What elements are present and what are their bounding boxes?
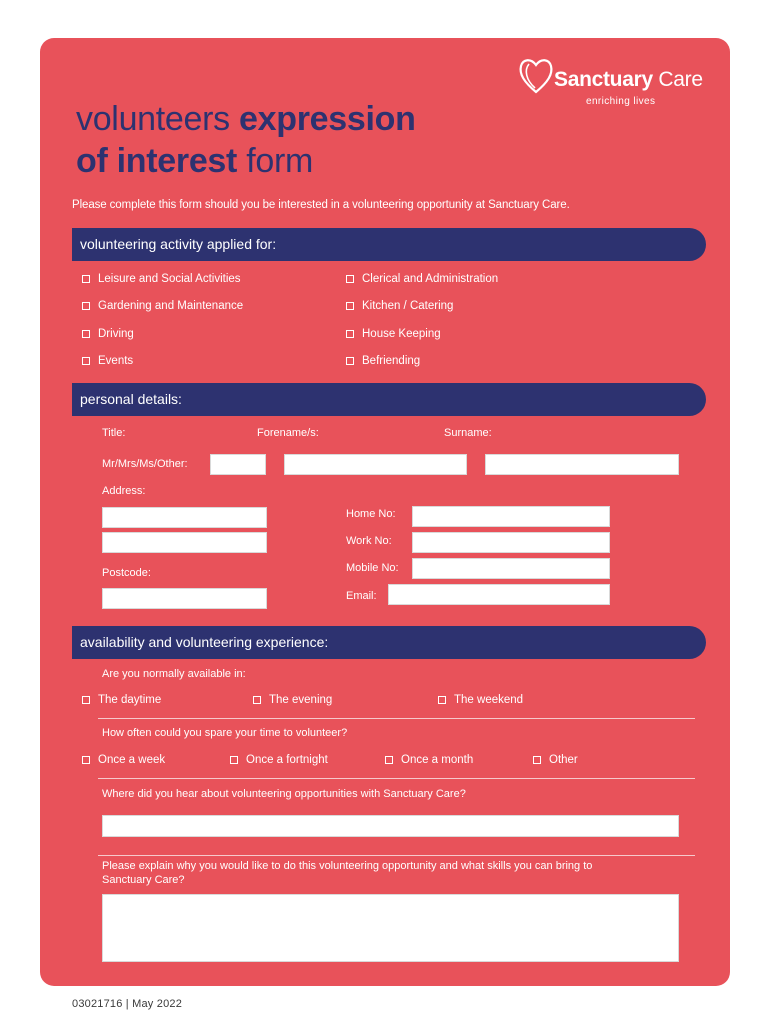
activity-option-housekeeping[interactable]: House Keeping (346, 328, 441, 340)
source-input[interactable] (102, 815, 679, 837)
mobile-no-input[interactable] (412, 558, 610, 579)
frequency-option-fortnight[interactable]: Once a fortnight (230, 754, 328, 766)
mobile-no-label: Mobile No: (346, 562, 399, 574)
reason-question-line-1: Please explain why you would like to do this volunteering opportunity and what skills you can bring to (102, 860, 593, 872)
reason-question-line-2: Sanctuary Care? (102, 874, 185, 886)
checkbox[interactable] (346, 357, 354, 365)
activity-section-heading: volunteering activity applied for: (72, 228, 706, 261)
checkbox[interactable] (346, 330, 354, 338)
activity-option-driving[interactable]: Driving (82, 328, 134, 340)
availability-option-evening[interactable]: The evening (253, 694, 332, 706)
work-no-input[interactable] (412, 532, 610, 553)
availability-option-weekend[interactable]: The weekend (438, 694, 523, 706)
email-input[interactable] (388, 584, 610, 605)
forename-label: Forename/s: (257, 427, 319, 439)
address-line-2-input[interactable] (102, 532, 267, 553)
sanctuary-care-logo (518, 56, 718, 112)
frequency-question: How often could you spare your time to volunteer? (102, 727, 348, 739)
checkbox[interactable] (82, 696, 90, 704)
checkbox[interactable] (385, 756, 393, 764)
divider (98, 778, 695, 779)
home-no-input[interactable] (412, 506, 610, 527)
activity-option-kitchen[interactable]: Kitchen / Catering (346, 300, 453, 312)
forename-input[interactable] (284, 454, 467, 475)
divider (98, 718, 695, 719)
address-line-1-input[interactable] (102, 507, 267, 528)
brand-tagline: enriching lives (586, 96, 656, 107)
availability-section-heading: availability and volunteering experience: (72, 626, 706, 659)
checkbox[interactable] (346, 275, 354, 283)
activity-option-befriending[interactable]: Befriending (346, 355, 420, 367)
checkbox[interactable] (82, 756, 90, 764)
frequency-option-week[interactable]: Once a week (82, 754, 165, 766)
personal-section-heading: personal details: (72, 383, 706, 416)
checkbox[interactable] (346, 302, 354, 310)
availability-option-daytime[interactable]: The daytime (82, 694, 161, 706)
address-label: Address: (102, 485, 146, 497)
honorific-label: Mr/Mrs/Ms/Other: (102, 458, 188, 470)
checkbox[interactable] (82, 357, 90, 365)
postcode-input[interactable] (102, 588, 267, 609)
footer-reference: 03021716 | May 2022 (72, 998, 183, 1010)
checkbox[interactable] (253, 696, 261, 704)
frequency-option-month[interactable]: Once a month (385, 754, 473, 766)
checkbox[interactable] (438, 696, 446, 704)
source-question: Where did you hear about volunteering opportunities with Sanctuary Care? (102, 788, 466, 800)
title-input[interactable] (210, 454, 266, 475)
reason-textarea[interactable] (102, 894, 679, 962)
postcode-label: Postcode: (102, 567, 151, 579)
frequency-option-other[interactable]: Other (533, 754, 578, 766)
heart-logo-icon (518, 56, 554, 96)
checkbox[interactable] (533, 756, 541, 764)
email-label: Email: (346, 590, 377, 602)
availability-question: Are you normally available in: (102, 668, 246, 680)
activity-option-leisure[interactable]: Leisure and Social Activities (82, 273, 241, 285)
activity-option-events[interactable]: Events (82, 355, 133, 367)
work-no-label: Work No: (346, 535, 392, 547)
checkbox[interactable] (230, 756, 238, 764)
checkbox[interactable] (82, 275, 90, 283)
title-label: Title: (102, 427, 126, 439)
activity-option-gardening[interactable]: Gardening and Maintenance (82, 300, 243, 312)
checkbox[interactable] (82, 302, 90, 310)
page-title: volunteers expression of interest form (76, 100, 416, 180)
surname-input[interactable] (485, 454, 679, 475)
activity-option-clerical[interactable]: Clerical and Administration (346, 273, 498, 285)
home-no-label: Home No: (346, 508, 396, 520)
checkbox[interactable] (82, 330, 90, 338)
surname-label: Surname: (444, 427, 492, 439)
brand-name: Sanctuary Care (554, 68, 703, 91)
intro-text: Please complete this form should you be interested in a volunteering opportunity at Sanctuary Care. (72, 199, 570, 211)
divider (98, 855, 695, 856)
